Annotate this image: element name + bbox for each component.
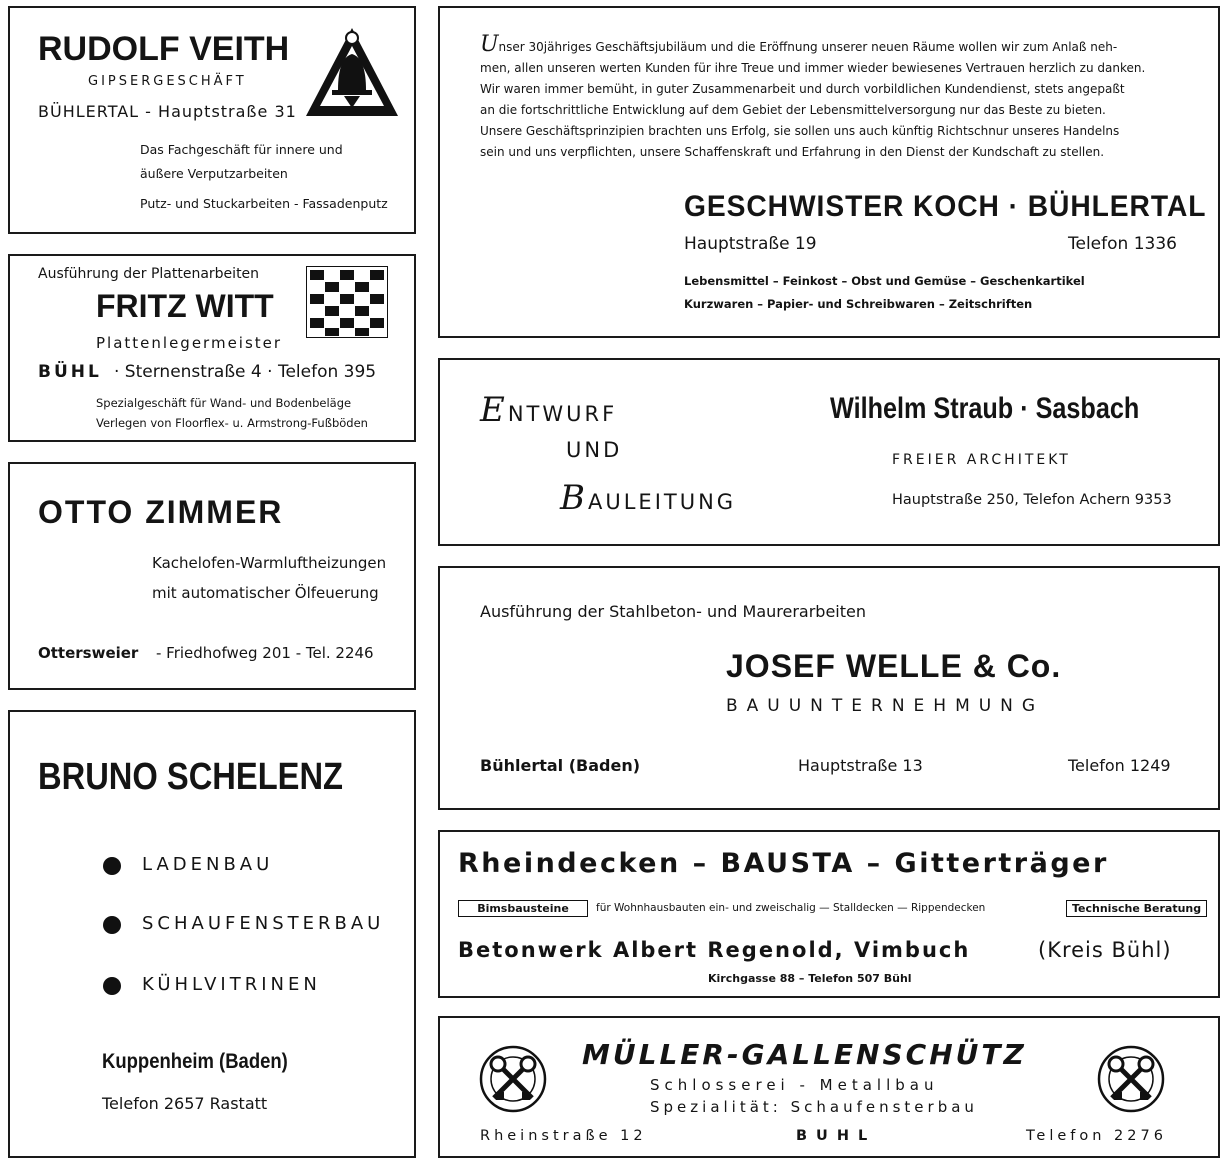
witt-desc-1: Spezialgeschäft für Wand- und Bodenbeläge — [96, 396, 352, 410]
zimmer-desc-2: mit automatischer Ölfeuerung — [152, 584, 379, 602]
zimmer-city: Ottersweier — [38, 644, 139, 662]
ad-fritz-witt — [8, 254, 416, 442]
trowel-logo-icon — [302, 24, 402, 124]
witt-address: · Sternenstraße 4 · Telefon 395 — [114, 362, 377, 382]
veith-desc-3: Putz- und Stuckarbeiten - Fassadenputz — [140, 196, 388, 211]
mueller-street: Rheinstraße 12 — [480, 1128, 647, 1144]
checkered-tiles-icon — [306, 266, 388, 338]
witt-city: BÜHL — [38, 362, 102, 382]
bullet-icon — [103, 857, 121, 875]
ad-wilhelm-straub — [438, 358, 1220, 546]
schelenz-item-2: SCHAUFENSTERBAU — [142, 913, 385, 934]
koch-name: GESCHWISTER KOCH · BÜHLERTAL — [684, 190, 1207, 223]
veith-desc-2: äußere Verputzarbeiten — [140, 166, 288, 181]
witt-intro: Ausführung der Plattenarbeiten — [38, 266, 260, 282]
veith-name: RUDOLF VEITH — [38, 30, 290, 68]
koch-letter-line-5: Unsere Geschäftsprinzipien brachten uns Erfolg, sie sollen uns auch künftig Richtschnur unseres Handelns — [480, 124, 1120, 138]
straub-bauleitung: BAULEITUNG — [560, 478, 737, 518]
koch-letter-line-3: Wir waren immer bemüht, in guter Zusammenarbeit und durch vorbildlichen Kundendienst, stets angepaßt — [480, 82, 1125, 96]
koch-goods-2: Kurzwaren – Papier- und Schreibwaren – Zeitschriften — [684, 297, 1033, 311]
zimmer-name: OTTO ZIMMER — [38, 494, 284, 530]
straub-e-initial: E — [480, 390, 508, 430]
ad-bruno-schelenz — [8, 710, 416, 1158]
veith-address: BÜHLERTAL - Hauptstraße 31 — [38, 102, 297, 121]
welle-phone: Telefon 1249 — [1068, 756, 1171, 775]
schelenz-item-3: KÜHLVITRINEN — [142, 974, 321, 995]
crossed-keys-emblem-icon — [1096, 1044, 1166, 1114]
koch-letter-line-6: sein und uns verpflichten, unsere Schaffenskraft und Erfahrung in den Dienst der Kundschaft zu stellen. — [480, 145, 1105, 159]
regenold-region: (Kreis Bühl) — [1038, 938, 1172, 962]
witt-trade: Plattenlegermeister — [96, 334, 283, 352]
witt-name: FRITZ WITT — [96, 288, 274, 324]
welle-street: Hauptstraße 13 — [798, 756, 923, 775]
straub-address: Hauptstraße 250, Telefon Achern 9353 — [892, 492, 1172, 508]
welle-name: JOSEF WELLE & Co. — [726, 648, 1062, 684]
welle-city: Bühlertal (Baden) — [480, 756, 641, 775]
witt-desc-2: Verlegen von Floorflex- u. Armstrong-Fußböden — [96, 416, 368, 430]
ad-geschwister-koch — [438, 6, 1220, 338]
zimmer-desc-1: Kachelofen-Warmluftheizungen — [152, 554, 387, 572]
straub-und: UND — [566, 438, 623, 462]
welle-intro: Ausführung der Stahlbeton- und Maurerarbeiten — [480, 602, 866, 621]
veith-desc-1: Das Fachgeschäft für innere und — [140, 142, 343, 157]
koch-goods-1: Lebensmittel – Feinkost – Obst und Gemüse – Geschenkartikel — [684, 274, 1085, 288]
ad-mueller-gallenschuetz — [438, 1016, 1220, 1158]
regenold-middle: für Wohnhausbauten ein- und zweischalig — Stalldecken — Rippendecken — [596, 902, 986, 914]
koch-street: Hauptstraße 19 — [684, 234, 817, 254]
ad-betonwerk-regenold — [438, 830, 1220, 998]
koch-letter-line-2: men, allen unseren werten Kunden für ihre Treue und immer wieder bewiesenes Vertrauen herzlich zu danken. — [480, 61, 1146, 75]
schelenz-phone: Telefon 2657 Rastatt — [102, 1094, 268, 1113]
mueller-name: MÜLLER-GALLENSCHÜTZ — [582, 1038, 1027, 1071]
schelenz-item-1: LADENBAU — [142, 854, 274, 875]
regenold-headline: Rheindecken – BAUSTA – Gitterträger — [458, 848, 1109, 879]
mueller-city: BUHL — [796, 1128, 877, 1144]
mueller-special: Spezialität: Schaufensterbau — [650, 1098, 978, 1116]
regenold-address: Kirchgasse 88 – Telefon 507 Bühl — [708, 972, 912, 985]
koch-initial: U — [480, 32, 499, 57]
straub-b-initial: B — [560, 478, 588, 518]
koch-letter-line-1: Unser 30jähriges Geschäftsjubiläum und die Eröffnung unserer neuen Räume wollen wir zum Anlaß neh- — [480, 32, 1118, 57]
bullet-icon — [103, 977, 121, 995]
straub-entwurf: ENTWURF — [480, 390, 618, 430]
koch-phone: Telefon 1336 — [1068, 234, 1177, 254]
mueller-phone: Telefon 2276 — [1026, 1128, 1167, 1144]
koch-letter-line-4: an die fortschrittliche Entwicklung auf dem Gebiet der Lebensmittelversorgung nur das Beste zu bieten. — [480, 103, 1106, 117]
regenold-left-box: Bimsbausteine — [458, 900, 588, 917]
schelenz-name: BRUNO SCHELENZ — [38, 756, 344, 798]
mueller-trade: Schlosserei - Metallbau — [650, 1076, 939, 1094]
schelenz-city: Kuppenheim (Baden) — [102, 1050, 288, 1073]
ad-otto-zimmer — [8, 462, 416, 690]
crossed-keys-emblem-icon — [478, 1044, 548, 1114]
bullet-icon — [103, 916, 121, 934]
veith-trade: GIPSERGESCHÄFT — [88, 74, 247, 89]
ad-josef-welle — [438, 566, 1220, 810]
welle-trade: BAUUNTERNEHMUNG — [726, 696, 1045, 716]
straub-name: Wilhelm Straub · Sasbach — [830, 392, 1140, 425]
regenold-right-box: Technische Beratung — [1066, 900, 1207, 917]
straub-title: FREIER ARCHITEKT — [892, 452, 1071, 468]
ad-rudolf-veith — [8, 6, 416, 234]
regenold-name: Betonwerk Albert Regenold, Vimbuch — [458, 938, 971, 962]
zimmer-address: - Friedhofweg 201 - Tel. 2246 — [156, 644, 374, 662]
koch-letter — [480, 34, 1145, 163]
